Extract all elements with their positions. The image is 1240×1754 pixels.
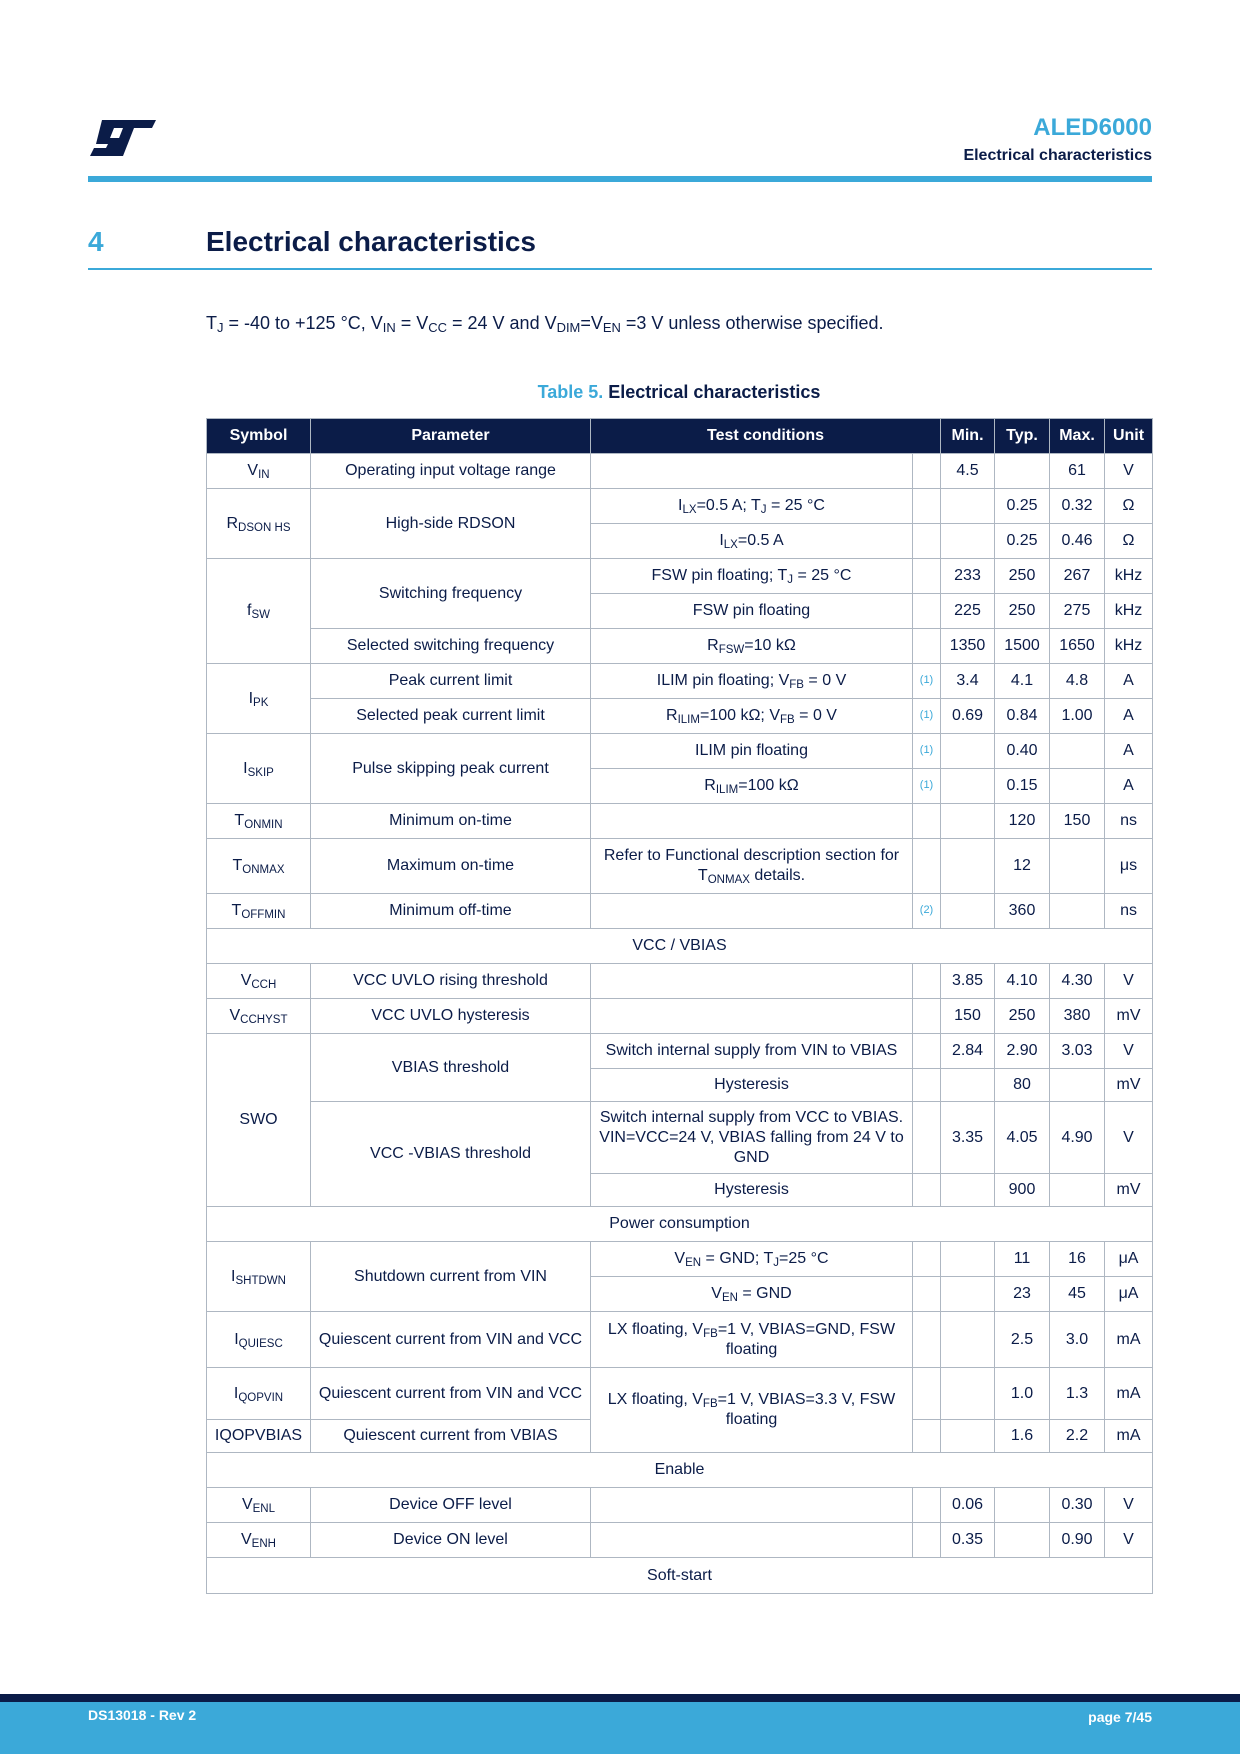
unit-cell: mV: [1105, 999, 1153, 1034]
min-cell: [941, 804, 995, 839]
table-title: Electrical characteristics: [608, 382, 821, 402]
typ-cell: 4.1: [995, 664, 1050, 699]
typ-cell: [995, 1523, 1050, 1558]
symbol-cell: $f_{SW}$: [207, 559, 311, 664]
min-cell: [941, 1174, 995, 1207]
unit-cell: ns: [1105, 804, 1153, 839]
condition-cell: [591, 999, 913, 1034]
condition-cell: ILIM pin floating; $V_{FB} = 0$ V: [591, 664, 913, 699]
min-cell: [941, 1420, 995, 1453]
condition-cell: LX floating, $V_{FB}=1$ V, VBIAS=3.3 V, FSW floating: [591, 1368, 913, 1453]
note-cell: [913, 1523, 941, 1558]
condition-cell: [591, 804, 913, 839]
symbol-cell: $T_{ONMAX}$: [207, 839, 311, 894]
condition-cell: [591, 1488, 913, 1523]
max-cell: 3.0: [1050, 1312, 1105, 1368]
table-row: [207, 699, 1153, 734]
min-cell: [941, 524, 995, 559]
min-cell: [941, 769, 995, 804]
parameter-cell: VCC UVLO rising threshold: [311, 964, 591, 999]
parameter-cell: Minimum off-time: [311, 894, 591, 929]
typ-cell: 0.40: [995, 734, 1050, 769]
unit-cell: V: [1105, 454, 1153, 489]
parameter-cell: Peak current limit: [311, 664, 591, 699]
max-cell: [1050, 1069, 1105, 1102]
table-header-row: [207, 419, 1153, 454]
max-cell: [1050, 1174, 1105, 1207]
condition-cell: LX floating, $V_{FB}=1$ V, VBIAS=GND, FSW floating: [591, 1312, 913, 1368]
symbol-cell: $T_{OFFMIN}$: [207, 894, 311, 929]
max-cell: [1050, 734, 1105, 769]
electrical-characteristics-table: [206, 418, 1153, 1594]
unit-cell: V: [1105, 964, 1153, 999]
unit-cell: A: [1105, 769, 1153, 804]
max-cell: 4.30: [1050, 964, 1105, 999]
unit-cell: Ω: [1105, 489, 1153, 524]
note-cell: (2): [913, 894, 941, 929]
note-cell: [913, 1368, 941, 1420]
typ-cell: [995, 454, 1050, 489]
unit-cell: V: [1105, 1102, 1153, 1174]
note-cell: [913, 1069, 941, 1102]
min-cell: 0.35: [941, 1523, 995, 1558]
note-cell: (1): [913, 664, 941, 699]
parameter-cell: Quiescent current from VIN and VCC: [311, 1312, 591, 1368]
max-cell: [1050, 894, 1105, 929]
max-cell: 275: [1050, 594, 1105, 629]
note-cell: [913, 1242, 941, 1277]
table-row: [207, 454, 1153, 489]
note-cell: [913, 559, 941, 594]
symbol-cell: $I_{QOPVIN}$: [207, 1368, 311, 1420]
note-cell: [913, 594, 941, 629]
condition-cell: [591, 454, 913, 489]
typ-cell: 250: [995, 559, 1050, 594]
condition-cell: FSW pin floating: [591, 594, 913, 629]
parameter-cell: Shutdown current from VIN: [311, 1242, 591, 1312]
symbol-cell: $V_{ENL}$: [207, 1488, 311, 1523]
parameter-cell: VBIAS threshold: [311, 1034, 591, 1102]
min-cell: 150: [941, 999, 995, 1034]
unit-cell: V: [1105, 1488, 1153, 1523]
max-cell: 16: [1050, 1242, 1105, 1277]
unit-cell: mA: [1105, 1420, 1153, 1453]
symbol-cell: $V_{CCH}$: [207, 964, 311, 999]
document-revision: DS13018 - Rev 2: [88, 1707, 197, 1723]
parameter-cell: Selected peak current limit: [311, 699, 591, 734]
typ-cell: 23: [995, 1277, 1050, 1312]
condition-cell: $R_{FSW}=10$ kΩ: [591, 629, 913, 664]
typ-cell: 0.25: [995, 489, 1050, 524]
symbol-cell: $R_{DSON HS}$: [207, 489, 311, 559]
note-cell: [913, 454, 941, 489]
condition-cell: $V_{EN}$ = GND; $T_J=25$ °C: [591, 1242, 913, 1277]
unit-cell: kHz: [1105, 629, 1153, 664]
section-divider: [88, 268, 1152, 270]
typ-cell: 2.5: [995, 1312, 1050, 1368]
min-cell: [941, 894, 995, 929]
parameter-cell: Switching frequency: [311, 559, 591, 629]
max-cell: 267: [1050, 559, 1105, 594]
parameter-cell: Minimum on-time: [311, 804, 591, 839]
note-cell: [913, 1488, 941, 1523]
condition-cell: Switch internal supply from VIN to VBIAS: [591, 1034, 913, 1069]
header-typ: Typ.: [995, 419, 1050, 454]
group-heading: Enable: [207, 1453, 1153, 1488]
parameter-cell: Device OFF level: [311, 1488, 591, 1523]
min-cell: [941, 489, 995, 524]
unit-cell: A: [1105, 699, 1153, 734]
parameter-cell: Maximum on-time: [311, 839, 591, 894]
condition-cell: Hysteresis: [591, 1174, 913, 1207]
max-cell: 4.90: [1050, 1102, 1105, 1174]
unit-cell: V: [1105, 1034, 1153, 1069]
typ-cell: 1.0: [995, 1368, 1050, 1420]
unit-cell: Ω: [1105, 524, 1153, 559]
typ-cell: 12: [995, 839, 1050, 894]
symbol-cell: $I_{PK}$: [207, 664, 311, 734]
note-cell: [913, 839, 941, 894]
table-row: [207, 734, 1153, 769]
table-row: [207, 1523, 1153, 1558]
note-cell: [913, 1034, 941, 1069]
parameter-cell: Selected switching frequency: [311, 629, 591, 664]
symbol-cell: $V_{CCHYST}$: [207, 999, 311, 1034]
condition-cell: $R_{ILIM}=100$ kΩ; $V_{FB} = 0$ V: [591, 699, 913, 734]
table-label: Table 5.: [537, 382, 604, 402]
condition-cell: Refer to Functional description section for $T_{ONMAX}$ details.: [591, 839, 913, 894]
note-cell: [913, 629, 941, 664]
unit-cell: A: [1105, 664, 1153, 699]
section-number: 4: [88, 226, 104, 257]
parameter-cell: Quiescent current from VIN and VCC: [311, 1368, 591, 1420]
unit-cell: mV: [1105, 1069, 1153, 1102]
note-cell: (1): [913, 734, 941, 769]
typ-cell: 0.15: [995, 769, 1050, 804]
max-cell: [1050, 839, 1105, 894]
max-cell: 0.32: [1050, 489, 1105, 524]
typ-cell: 120: [995, 804, 1050, 839]
unit-cell: mV: [1105, 1174, 1153, 1207]
condition-cell: Switch internal supply from VCC to VBIAS. VIN=VCC=24 V, VBIAS falling from 24 V to GND: [591, 1102, 913, 1174]
typ-cell: [995, 1488, 1050, 1523]
note-cell: [913, 1420, 941, 1453]
symbol-cell: $T_{ONMIN}$: [207, 804, 311, 839]
max-cell: [1050, 769, 1105, 804]
symbol-cell: $I_{SHTDWN}$: [207, 1242, 311, 1312]
min-cell: 2.84: [941, 1034, 995, 1069]
note-cell: [913, 1277, 941, 1312]
conditions-paragraph: $T_J = -40$ to +125 °C, $V_{IN} = V_{CC} = 24$ V and $V_{DIM}=V_{EN} =3$ V unless otherwise specified.: [206, 313, 884, 336]
header-symbol: Symbol: [207, 419, 311, 454]
table-row: [207, 999, 1153, 1034]
typ-cell: 4.05: [995, 1102, 1050, 1174]
table-row: [207, 664, 1153, 699]
note-cell: [913, 999, 941, 1034]
max-cell: 4.8: [1050, 664, 1105, 699]
parameter-cell: Device ON level: [311, 1523, 591, 1558]
table-row: [207, 1242, 1153, 1277]
max-cell: 150: [1050, 804, 1105, 839]
table-row: [207, 964, 1153, 999]
typ-cell: 80: [995, 1069, 1050, 1102]
max-cell: 1.3: [1050, 1368, 1105, 1420]
unit-cell: ns: [1105, 894, 1153, 929]
condition-cell: $V_{EN}$ = GND: [591, 1277, 913, 1312]
parameter-cell: High-side RDSON: [311, 489, 591, 559]
typ-cell: 1.6: [995, 1420, 1050, 1453]
min-cell: 0.69: [941, 699, 995, 734]
group-heading: VCC / VBIAS: [207, 929, 1153, 964]
max-cell: 3.03: [1050, 1034, 1105, 1069]
min-cell: 225: [941, 594, 995, 629]
typ-cell: 360: [995, 894, 1050, 929]
min-cell: [941, 1312, 995, 1368]
table-row: [207, 804, 1153, 839]
unit-cell: μA: [1105, 1277, 1153, 1312]
condition-cell: $I_{LX}=0.5$ A: [591, 524, 913, 559]
note-cell: [913, 964, 941, 999]
table-row: [207, 1102, 1153, 1174]
condition-cell: ILIM pin floating: [591, 734, 913, 769]
group-row: [207, 1558, 1153, 1594]
header-divider: [88, 176, 1152, 182]
min-cell: [941, 1277, 995, 1312]
table-row: [207, 1368, 1153, 1420]
min-cell: [941, 1069, 995, 1102]
min-cell: 3.35: [941, 1102, 995, 1174]
unit-cell: μs: [1105, 839, 1153, 894]
note-cell: [913, 524, 941, 559]
unit-cell: kHz: [1105, 594, 1153, 629]
group-row: [207, 1453, 1153, 1488]
document-title: ALED6000: [1033, 114, 1152, 141]
max-cell: 0.30: [1050, 1488, 1105, 1523]
table-caption: [206, 382, 1152, 403]
group-heading: Soft-start: [207, 1558, 1153, 1594]
note-cell: (1): [913, 769, 941, 804]
unit-cell: mA: [1105, 1312, 1153, 1368]
table-row: [207, 1488, 1153, 1523]
max-cell: 380: [1050, 999, 1105, 1034]
condition-cell: [591, 1523, 913, 1558]
table-row: [207, 1034, 1153, 1069]
note-cell: [913, 1102, 941, 1174]
min-cell: 233: [941, 559, 995, 594]
table-row: [207, 839, 1153, 894]
header-parameter: Parameter: [311, 419, 591, 454]
min-cell: 0.06: [941, 1488, 995, 1523]
min-cell: [941, 734, 995, 769]
table-row: [207, 1312, 1153, 1368]
typ-cell: 4.10: [995, 964, 1050, 999]
min-cell: 1350: [941, 629, 995, 664]
note-cell: [913, 1312, 941, 1368]
st-logo: [88, 118, 158, 158]
max-cell: 1650: [1050, 629, 1105, 664]
group-row: [207, 929, 1153, 964]
max-cell: 2.2: [1050, 1420, 1105, 1453]
typ-cell: 900: [995, 1174, 1050, 1207]
header-unit: Unit: [1105, 419, 1153, 454]
unit-cell: V: [1105, 1523, 1153, 1558]
footer-divider: [0, 1694, 1240, 1702]
parameter-cell: Quiescent current from VBIAS: [311, 1420, 591, 1453]
unit-cell: kHz: [1105, 559, 1153, 594]
parameter-cell: VCC UVLO hysteresis: [311, 999, 591, 1034]
max-cell: 45: [1050, 1277, 1105, 1312]
note-cell: [913, 489, 941, 524]
unit-cell: mA: [1105, 1368, 1153, 1420]
parameter-cell: Operating input voltage range: [311, 454, 591, 489]
typ-cell: 11: [995, 1242, 1050, 1277]
document-subtitle: Electrical characteristics: [963, 147, 1152, 164]
parameter-cell: Pulse skipping peak current: [311, 734, 591, 804]
typ-cell: 2.90: [995, 1034, 1050, 1069]
typ-cell: 1500: [995, 629, 1050, 664]
table-row: [207, 489, 1153, 524]
group-heading: Power consumption: [207, 1207, 1153, 1242]
group-row: [207, 1207, 1153, 1242]
table-row: [207, 629, 1153, 664]
page-number: page 7/45: [1088, 1709, 1152, 1725]
note-cell: (1): [913, 699, 941, 734]
symbol-cell: $I_{QUIESC}$: [207, 1312, 311, 1368]
symbol-cell: IQOPVBIAS: [207, 1420, 311, 1453]
typ-cell: 250: [995, 594, 1050, 629]
max-cell: 0.90: [1050, 1523, 1105, 1558]
max-cell: 1.00: [1050, 699, 1105, 734]
min-cell: 3.85: [941, 964, 995, 999]
max-cell: 61: [1050, 454, 1105, 489]
condition-cell: Hysteresis: [591, 1069, 913, 1102]
header-min: Min.: [941, 419, 995, 454]
min-cell: 4.5: [941, 454, 995, 489]
section-title: Electrical characteristics: [206, 226, 536, 257]
note-cell: [913, 1174, 941, 1207]
min-cell: [941, 1242, 995, 1277]
parameter-cell: VCC -VBIAS threshold: [311, 1102, 591, 1207]
symbol-cell: $V_{ENH}$: [207, 1523, 311, 1558]
condition-cell: FSW pin floating; $T_J = 25$ °C: [591, 559, 913, 594]
max-cell: 0.46: [1050, 524, 1105, 559]
note-cell: [913, 804, 941, 839]
typ-cell: 0.84: [995, 699, 1050, 734]
condition-cell: $I_{LX}=0.5$ A; $T_J = 25$ °C: [591, 489, 913, 524]
condition-cell: [591, 964, 913, 999]
unit-cell: A: [1105, 734, 1153, 769]
condition-cell: $R_{ILIM}=100$ kΩ: [591, 769, 913, 804]
symbol-cell: SWO: [207, 1034, 311, 1207]
symbol-cell: $V_{IN}$: [207, 454, 311, 489]
min-cell: [941, 1368, 995, 1420]
typ-cell: 0.25: [995, 524, 1050, 559]
table-row: [207, 559, 1153, 594]
condition-cell: [591, 894, 913, 929]
symbol-cell: $I_{SKIP}$: [207, 734, 311, 804]
min-cell: 3.4: [941, 664, 995, 699]
min-cell: [941, 839, 995, 894]
header-test-conditions: Test conditions: [591, 419, 941, 454]
unit-cell: μA: [1105, 1242, 1153, 1277]
typ-cell: 250: [995, 999, 1050, 1034]
header-max: Max.: [1050, 419, 1105, 454]
table-row: [207, 894, 1153, 929]
